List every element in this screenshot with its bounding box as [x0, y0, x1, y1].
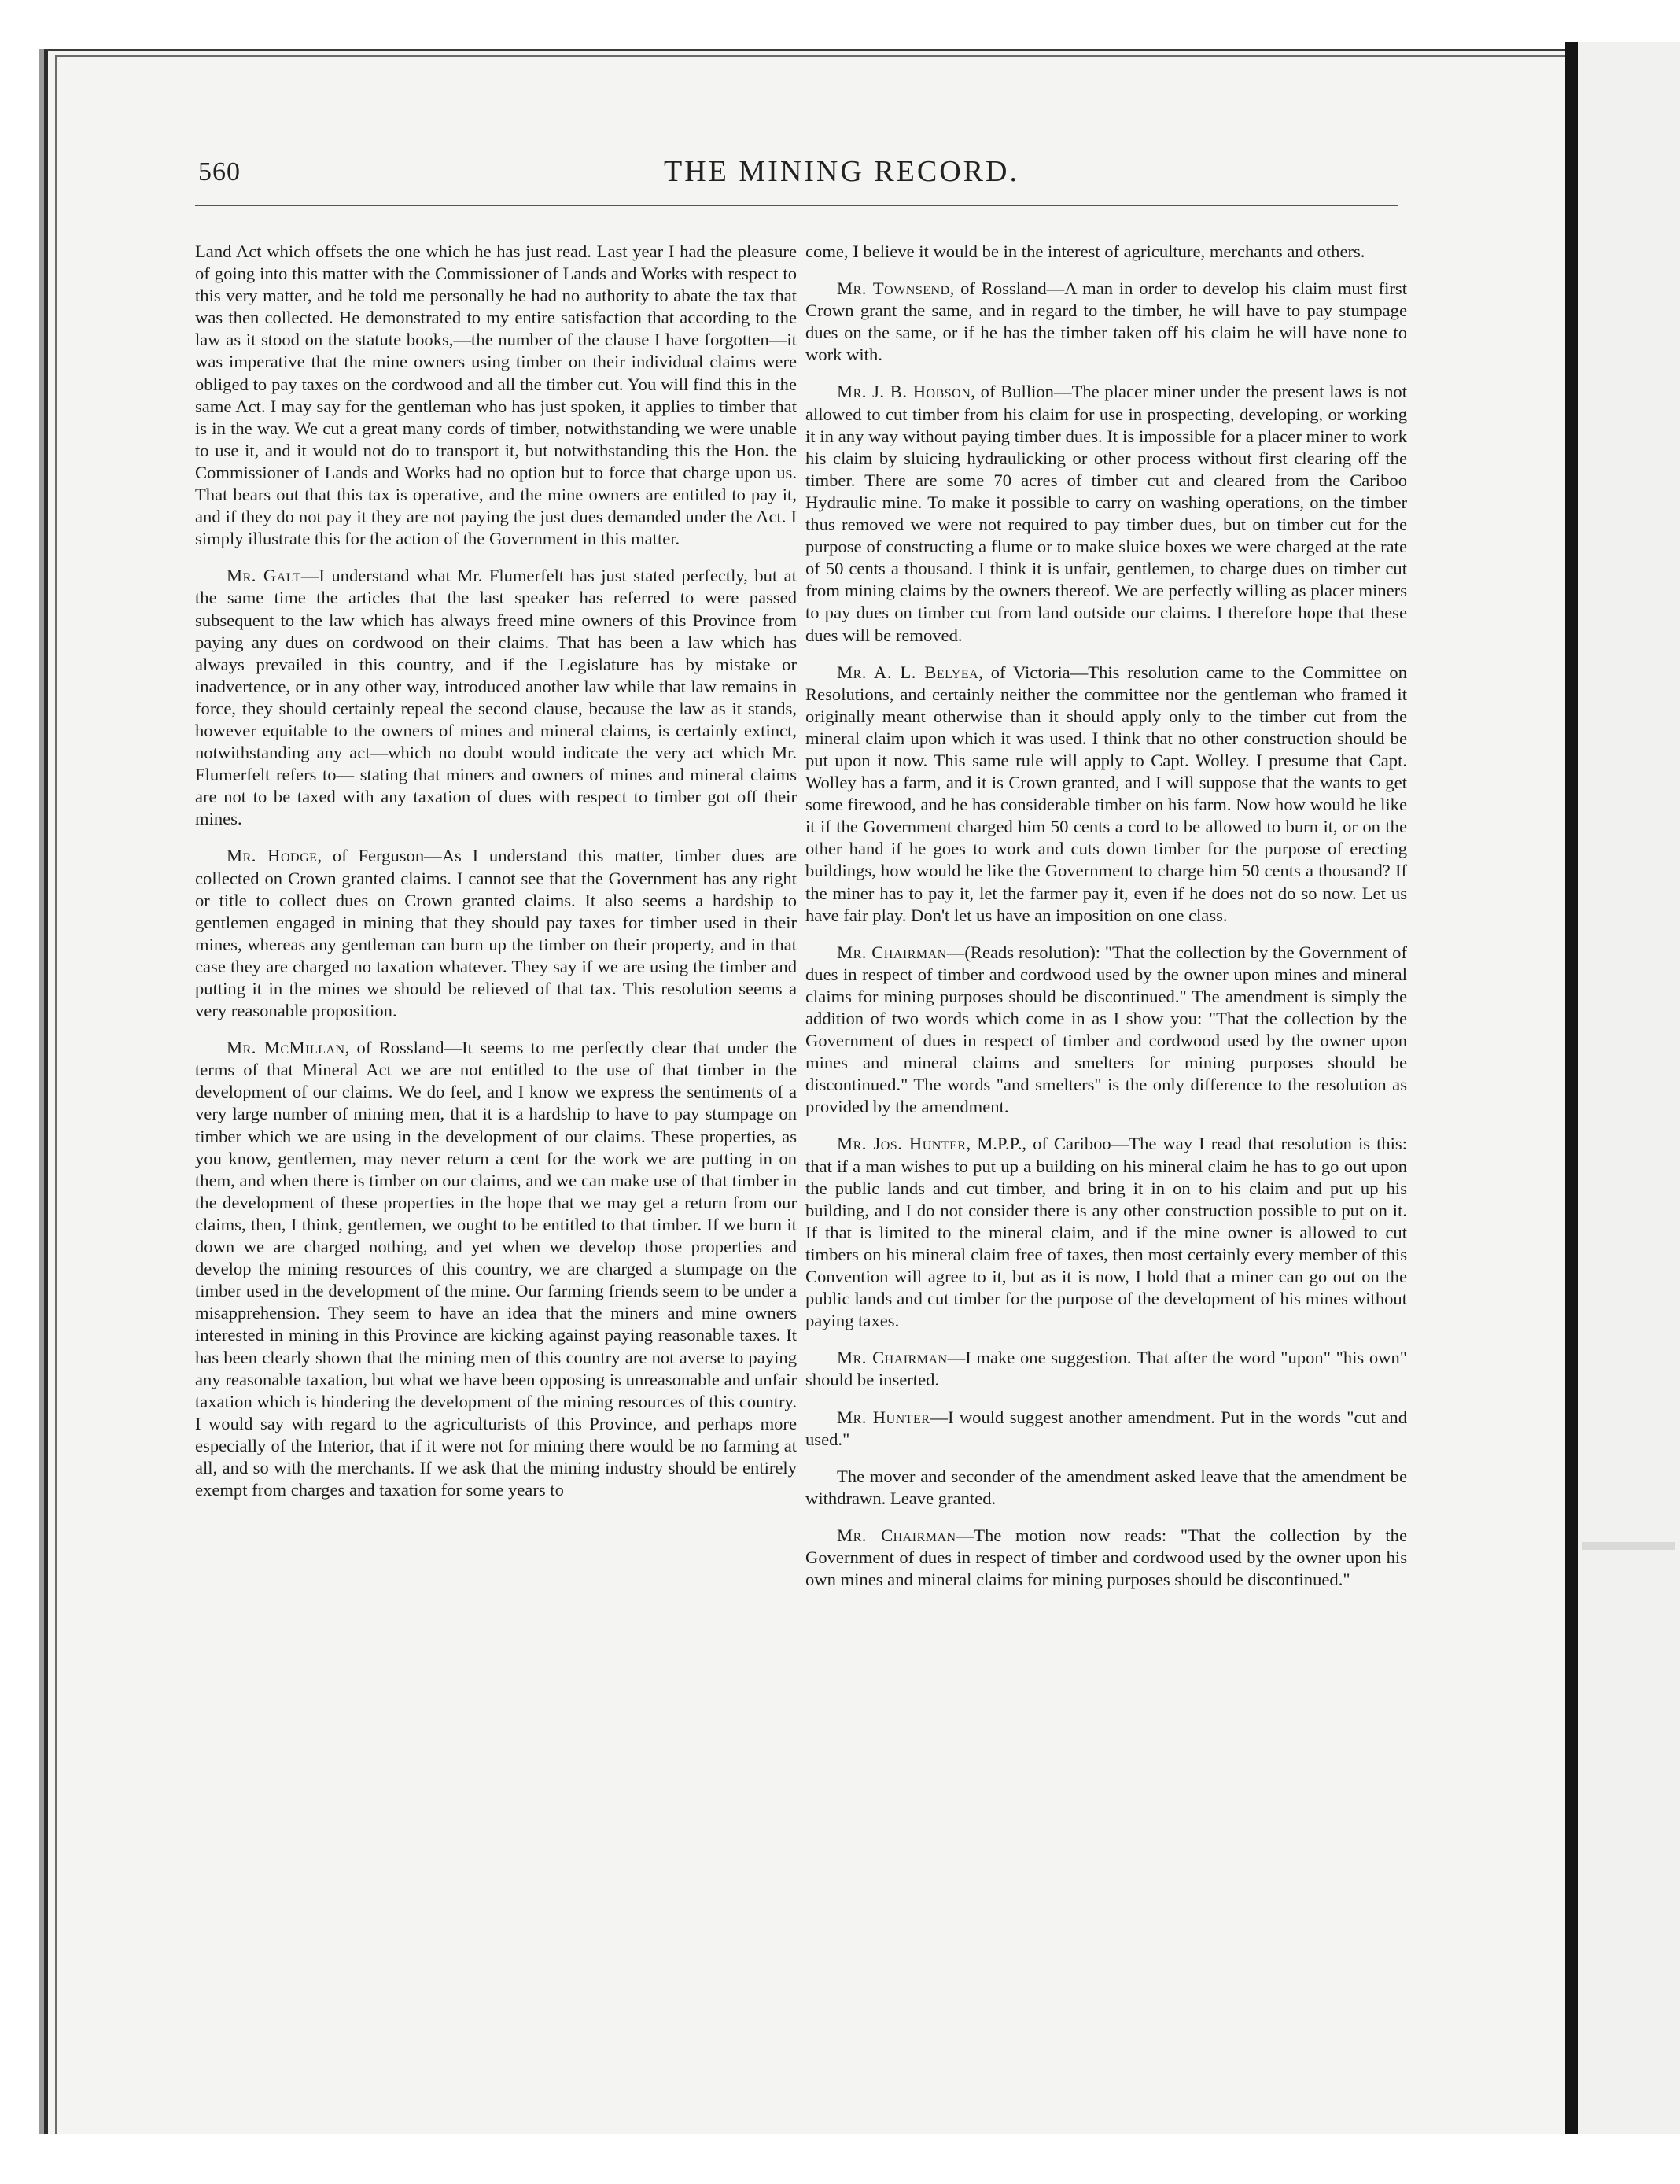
paragraph-text: , of Rossland—It seems to me perfectly clear that under the terms of that Mineral Act we are not entitled to the use of that timber in the development of our claims. We do feel, and I know we express the sentiments of a very large number of mining men, that it is a hardship to have to pay stumpage on timber which we are using in the development of our claims. These properties, as you know, gentlemen, may never return a cent for the work we are putting in on them, and when there is timber on our claims, and we can make use of that timber in the development of these properties in the hope that we may get a return from our claims, then, I think, gentlemen, we ought to be entitled to that timber. If we burn it down we are charged nothing, and yet when we develop those properties and develop the mining resources of this country, we are charged a stumpage on the timber used in the development of the mine. Our farming friends seem to be under a misapprehension. They seem to have an idea that the miners and mine owners interested in mining in this Province are kicking against paying reasonable taxes. It has been clearly shown that the mining men of this country are not averse to paying any reasonable taxation, but what we have been opposing is unreasonable and unfair taxation which is hindering the development of the mining resources of this country. I would say with regard to the agriculturists of this Province, and perhaps more especially of the Interior, that if it were not for mining there would be no farming at all, and so with the merchants. If we ask that the mining industry should be entirely exempt from charges and taxation for some years to	[195, 1038, 797, 1500]
speaker-name: Mr. Chairman	[837, 1348, 948, 1368]
adjacent-page-edge	[1578, 42, 1680, 2135]
speaker-name: Mr. Hunter	[837, 1407, 930, 1427]
paragraph	[805, 1407, 1407, 1451]
paragraph-text: Land Act which offsets the one which he has just read. Last year I had the pleasure of going into this matter with the Commissioner of Lands and Works with respect to this very matter, and he told me personally he had no authority to abate the tax that was then collected. He demonstrated to my entire satisfaction that according to the law as it stood on the statute books,—the number of the clause I have forgotten—it was imperative that the mine owners using timber on their individual claims were obliged to pay taxes on the cordwood and all the timber cut. You will find this in the same Act. I may say for the gentleman who has just spoken, it applies to timber that is in the way. We cut a great many cords of timber, notwithstanding we were unable to use it, and it would not do to transport it, but notwithstanding this the Hon. the Commissioner of Lands and Works had no option but to force that charge upon us. That bears out that this tax is operative, and the mine owners are entitled to pay it, and if they do not pay it they are not paying the just dues demanded under the Act. I simply illustrate this for the action of the Government in this matter.	[195, 242, 797, 549]
paragraph	[195, 845, 797, 1022]
speaker-name: Mr. Chairman	[837, 1525, 956, 1545]
speaker-name: Mr. McMillan	[227, 1038, 345, 1058]
paragraph-text: , of Rossland—A man in order to develop his claim must first Crown grant the same, and in regard to the timber, he will have to pay stumpage dues on the same, or if he has the timber taken off his claim he will have none to work with.	[805, 279, 1407, 365]
paragraph	[195, 1037, 797, 1501]
paragraph-text: , of Bullion—The placer miner under the present laws is not allowed to cut timber from his claim for use in prospecting, developing, or working it in any way without paying timber dues. It is impossible for a placer miner to work his claim by sluicing hydraulicking or other process without first clearing off the timber. There are some 70 acres of timber cut and cleared from the Cariboo Hydraulic mine. To make it possible to carry on washing operations, on the timber thus removed we were not required to pay timber dues, but on timber cut for the purpose of constructing a flume or to make sluice boxes we were charged at the rate of 50 cents a thousand. I think it is unfair, gentlemen, to charge dues on timber cut from mining claims by the owners thereof. We are perfectly willing as placer miners to pay dues on timber cut from land outside our claims. I therefore hope that these dues will be removed.	[805, 382, 1407, 645]
paragraph-text: —(Reads resolution): "That the collection by the Government of dues in respect of timber and cordwood used by the owner upon mines and mineral claims for mining purposes should be discontinued." The amendment is simply the addition of two words which come in as I show you: "That the collection by the Government of dues in respect of timber and cordwood used by the owner upon mines and mineral claims and smelters for mining purposes should be discontinued." The words "and smelters" is the only difference to the resolution as provided by the amendment.	[805, 942, 1408, 1117]
speaker-name: Mr. Chairman	[837, 942, 947, 962]
paragraph-text: The mover and seconder of the amendment asked leave that the amendment be withdrawn. Leave granted.	[805, 1466, 1407, 1508]
paragraph	[805, 1133, 1407, 1332]
paragraph-text: , M.P.P., of Cariboo—The way I read that resolution is this: that if a man wishes to put up a building on his mineral claim he has to go out upon the public lands and cut timber, and bring it in on to his claim and put up his building, and I do not consider there is any other construction possible to put on it. If that is limited to the mineral claim, and if the mine owner is allowed to cut timbers on his mineral claim free of taxes, then most certainly every member of this Convention will agree to it, but as it is now, I hold that a miner can go out on the public lands and cut timber for the purpose of the development of his mines without paying taxes.	[805, 1134, 1407, 1331]
scan-margin-top	[0, 0, 1680, 49]
speaker-name: Mr. Townsend	[837, 279, 950, 299]
speaker-name: Mr. A. L. Belyea	[837, 662, 979, 682]
paragraph	[195, 241, 797, 550]
paragraph	[805, 241, 1407, 263]
paragraph-text: —I would suggest another amendment. Put in the words "cut and used."	[805, 1407, 1408, 1449]
paragraph	[805, 662, 1407, 927]
running-head: THE MINING RECORD.	[664, 155, 1019, 188]
right-column	[805, 241, 1407, 1606]
speaker-name: Mr. Galt	[227, 566, 301, 586]
page-number: 560	[198, 157, 241, 186]
left-column	[195, 241, 797, 1516]
paragraph-text: —I understand what Mr. Flumerfelt has just stated perfectly, but at the same time the articles that the last speaker has referred to were passed subsequent to the law which has always freed mine owners of this Province from paying any dues on cordwood on their claims. That has been a law which has always prevailed in this country, and if the Legislature has by mistake or inadvertence, or in any other way, introduced another law while that law remains in force, they should certainly repeal the second clause, because the law as it stands, however equitable to the owners of mines and mineral claims, is certainly extinct, notwithstanding any act—which no doubt would indicate the very act which Mr. Flumerfelt refers to— stating that miners and owners of mines and mineral claims are not to be taxed with any taxation of dues with respect to timber got off their mines.	[195, 566, 797, 829]
paragraph	[805, 278, 1407, 366]
paragraph	[805, 1347, 1407, 1391]
book-spine-shadow	[1565, 42, 1578, 2135]
speaker-name: Mr. Jos. Hunter	[837, 1134, 967, 1154]
paragraph-text: , of Ferguson—As I understand this matter, timber dues are collected on Crown granted claims. I cannot see that the Government has any right or title to collect dues on Crown granted claims. It also seems a hardship to gentlemen engaged in mining that they should pay taxes for timber used in their mines, whereas any gentleman can burn up the timber on their property, and in that case they are charged no taxation whatever. They say if we are using the timber and putting it in the mines we should be relieved of that tax. This resolution seems a very reasonable proposition.	[195, 846, 797, 1021]
paragraph	[805, 1466, 1407, 1510]
paragraph	[805, 1525, 1407, 1591]
paragraph-text: come, I believe it would be in the interest of agriculture, merchants and others.	[805, 242, 1365, 261]
paragraph	[805, 942, 1407, 1119]
header-rule	[195, 205, 1398, 206]
paragraph	[195, 565, 797, 830]
paragraph-text: , of Victoria—This resolution came to the Committee on Resolutions, and certainly neither the committee nor the gentleman who framed it originally meant otherwise than it should apply only to the timber cut from the mineral claim upon which it was used. I think that no other construction should be put upon it now. This same rule will apply to Capt. Wolley. I presume that Capt. Wolley has a farm, and it is Crown granted, and I will suppose that the wants to get some firewood, and he has considerable timber on his farm. Now how would he like it if the Government charged him 50 cents a cord to be allowed to burn it, or on the other hand if he goes to work and cuts down timber for the purpose of erecting buildings, how would he like the Government to charge him 50 cents a thousand? If the miner has to pay it, let the farmer pay it, even if he does not do so now. Let us have fair play. Don't let us have an imposition on one class.	[805, 662, 1408, 925]
adjacent-page-mark	[1582, 1542, 1675, 1550]
speaker-name: Mr. J. B. Hobson	[837, 382, 971, 402]
paragraph	[805, 381, 1407, 646]
speaker-name: Mr. Hodge	[227, 846, 318, 866]
paragraph-text: —The motion now reads: "That the collection by the Government of dues in respect of timber and cordwood used by the owner upon his own mines and mineral claims for mining purposes should be discontinued."	[805, 1525, 1407, 1590]
scan-margin-bottom	[0, 2134, 1680, 2184]
paragraph-text: —I make one suggestion. That after the word "upon" "his own" should be inserted.	[805, 1348, 1407, 1390]
